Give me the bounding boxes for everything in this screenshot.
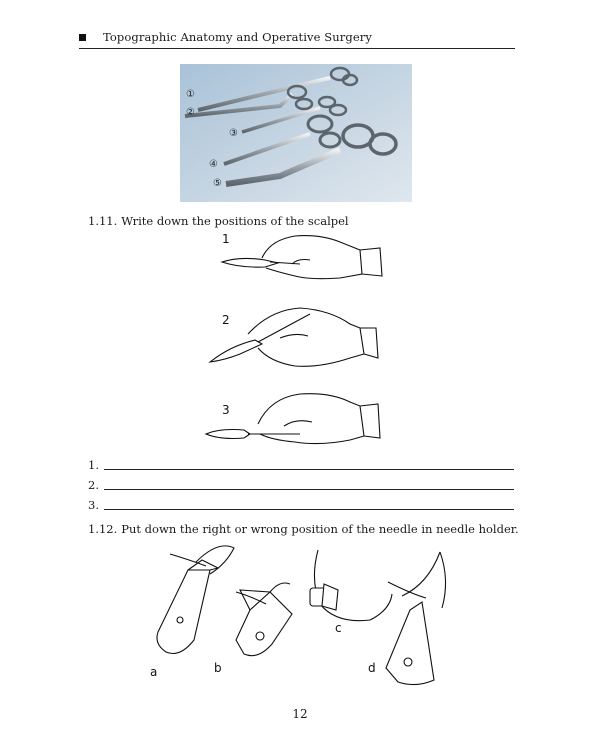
scalpel-label-1: 1 xyxy=(222,232,230,246)
needle-label-c: c xyxy=(335,621,342,635)
scalpel-grip-2 xyxy=(210,308,378,366)
needle-figure-d xyxy=(386,552,446,685)
answer-label: 3. xyxy=(88,498,99,512)
answer-label: 1. xyxy=(88,458,99,472)
page-number: 12 xyxy=(292,707,308,721)
answer-underline xyxy=(104,469,514,470)
running-header xyxy=(79,30,515,49)
answer-line-2[interactable] xyxy=(88,478,514,492)
scalpel-label-2: 2 xyxy=(222,313,230,327)
needle-figure-a xyxy=(157,546,234,654)
answer-line-1[interactable] xyxy=(88,458,514,472)
scalpel-grip-3 xyxy=(206,394,380,444)
marker-4: ④ xyxy=(209,159,218,170)
scalpel-label-3: 3 xyxy=(222,403,230,417)
question-number: 1.11. xyxy=(88,214,118,228)
answer-label: 2. xyxy=(88,478,99,492)
needle-label-d: d xyxy=(368,661,376,675)
header-bullet-icon xyxy=(79,34,86,41)
needle-holder-figure xyxy=(140,540,470,690)
needle-label-a: a xyxy=(150,665,158,679)
marker-3: ③ xyxy=(229,128,238,139)
scalpel-grip-1 xyxy=(222,236,382,279)
needle-label-b: b xyxy=(214,661,222,675)
question-number: 1.12. xyxy=(88,522,118,536)
answer-line-3[interactable] xyxy=(88,498,514,512)
surgical-instruments-photo xyxy=(180,64,412,202)
needle-figure-c xyxy=(310,550,392,621)
question-1-12 xyxy=(88,522,519,536)
question-1-11 xyxy=(88,214,349,228)
marker-2: ② xyxy=(186,107,195,118)
header-title: Topographic Anatomy and Operative Surgery xyxy=(103,30,372,44)
needle-figure-b xyxy=(236,583,292,656)
marker-1: ① xyxy=(186,89,195,100)
scalpel-positions-figure xyxy=(200,228,390,450)
question-text: Write down the positions of the scalpel xyxy=(121,214,349,228)
marker-5: ⑤ xyxy=(213,178,222,189)
answer-underline xyxy=(104,509,514,510)
answer-underline xyxy=(104,489,514,490)
question-text: Put down the right or wrong position of the needle in needle holder. xyxy=(121,522,519,536)
